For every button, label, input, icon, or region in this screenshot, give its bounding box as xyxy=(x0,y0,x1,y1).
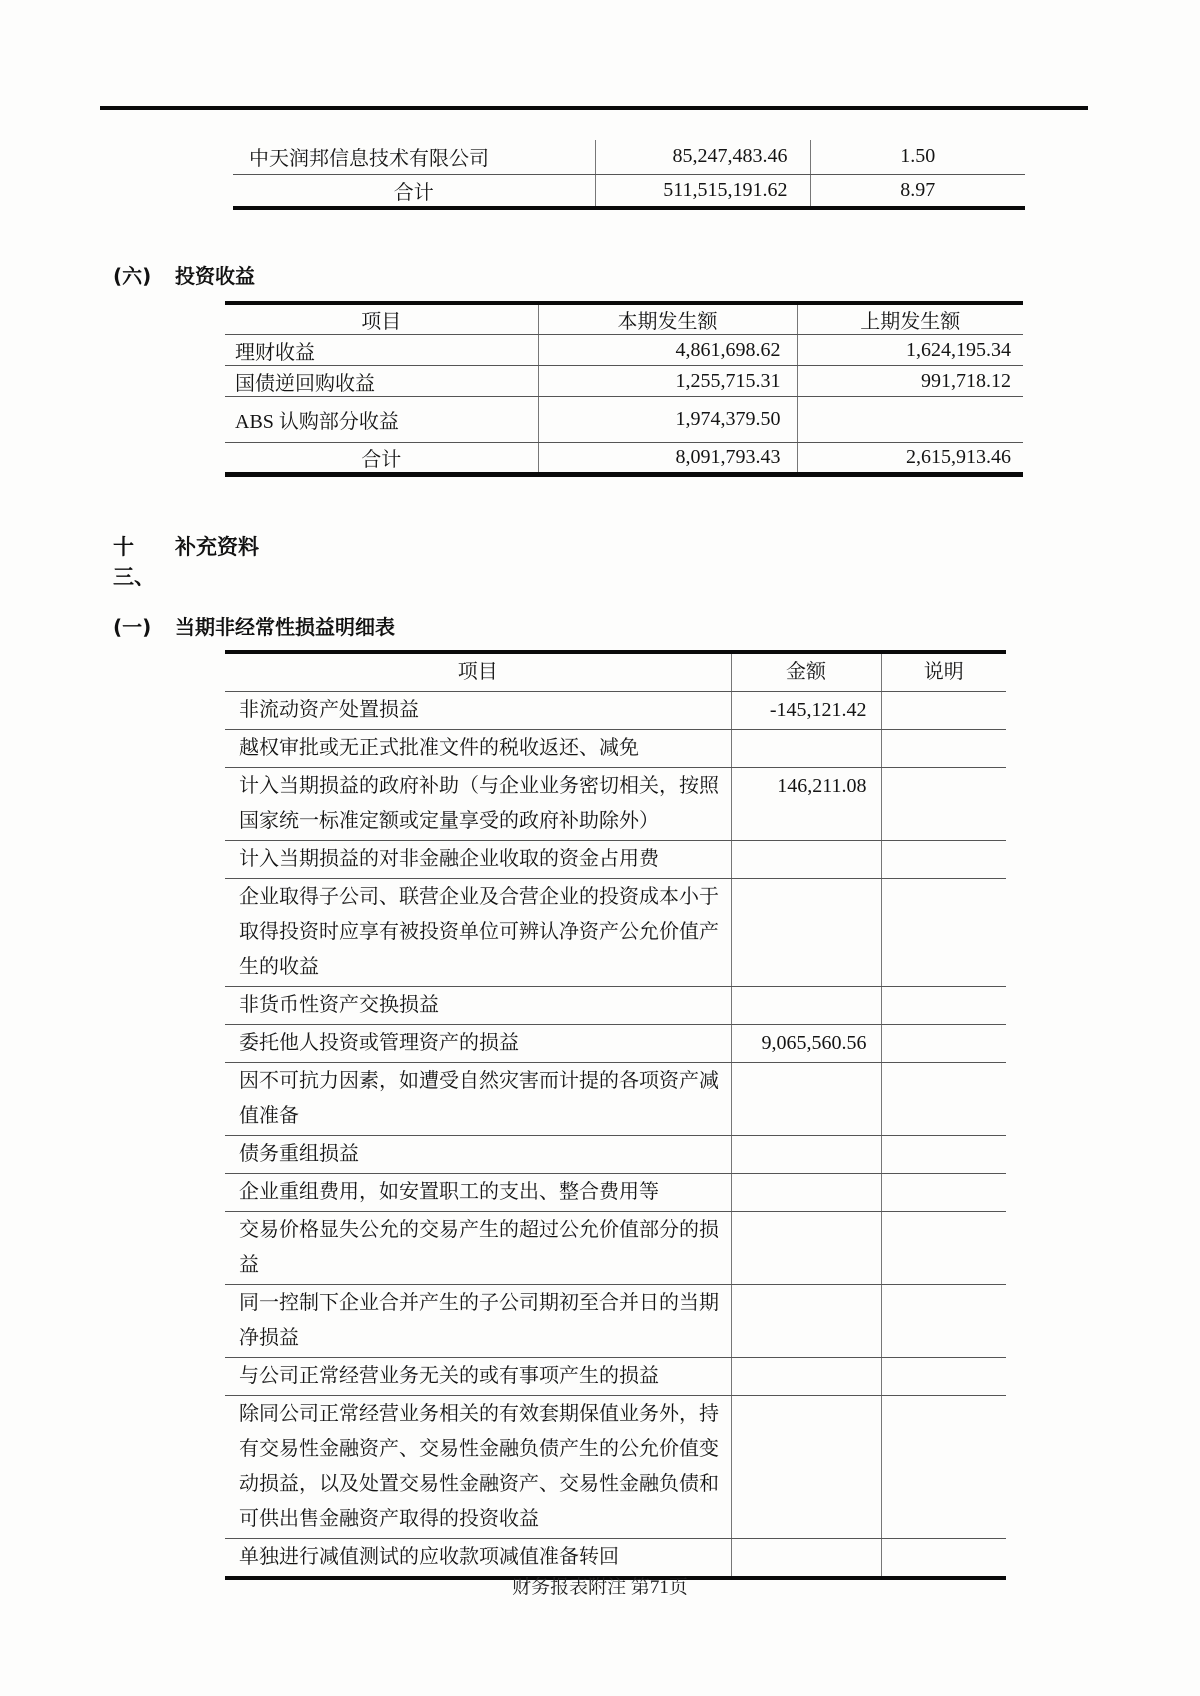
investment-income-table xyxy=(225,301,1023,477)
item-cell: 委托他人投资或管理资产的损益 xyxy=(225,1025,731,1063)
header-current-cell: 本期发生额 xyxy=(538,303,797,335)
item-cell: 计入当期损益的对非金融企业收取的资金占用费 xyxy=(225,841,731,879)
item-cell: 债务重组损益 xyxy=(225,1136,731,1174)
table-row xyxy=(225,1063,1006,1136)
note-cell xyxy=(881,1212,1006,1285)
current-cell: 1,255,715.31 xyxy=(538,366,797,397)
item-cell: 因不可抗力因素，如遭受自然灾害而计提的各项资产减值准备 xyxy=(225,1063,731,1136)
total-label-cell: 合计 xyxy=(393,181,434,204)
amount-cell xyxy=(731,1136,881,1174)
amount-cell xyxy=(731,1212,881,1285)
item-cell: 企业取得子公司、联营企业及合营企业的投资成本小于取得投资时应享有被投资单位可辨认净资产公允价值产生的收益 xyxy=(225,879,731,987)
table-row xyxy=(225,1358,1006,1396)
amount-cell xyxy=(731,879,881,987)
prior-cell xyxy=(797,397,1023,443)
prior-cell: 2,615,913.46 xyxy=(797,443,1023,475)
section-heading-supplementary xyxy=(113,531,1200,591)
table-row xyxy=(225,768,1006,841)
amount-cell: 85,247,483.46 xyxy=(595,140,810,174)
section-number: (六) xyxy=(113,264,152,288)
prior-cell: 991,718.12 xyxy=(797,366,1023,397)
item-cell: 企业重组费用，如安置职工的支出、整合费用等 xyxy=(225,1174,731,1212)
header-prior-cell: 上期发生额 xyxy=(797,303,1023,335)
table-total-row xyxy=(225,443,1023,475)
note-cell xyxy=(881,1136,1006,1174)
table-row xyxy=(225,1285,1006,1358)
table-row xyxy=(225,1396,1006,1539)
item-cell: 越权审批或无正式批准文件的税收返还、减免 xyxy=(225,730,731,768)
note-cell xyxy=(881,692,1006,730)
section-title: 投资收益 xyxy=(175,264,255,288)
amount-cell xyxy=(731,1285,881,1358)
note-cell xyxy=(881,1063,1006,1136)
table-row xyxy=(233,140,1025,174)
shareholding-table xyxy=(233,140,1025,210)
item-cell: 单独进行减值测试的应收款项减值准备转回 xyxy=(239,1546,619,1568)
table-row xyxy=(225,692,1006,730)
note-cell xyxy=(881,1358,1006,1396)
amount-cell xyxy=(731,730,881,768)
item-cell: 同一控制下企业合并产生的子公司期初至合并日的当期净损益 xyxy=(225,1285,731,1358)
amount-cell xyxy=(731,841,881,879)
table-header-row xyxy=(225,303,1023,335)
table-row xyxy=(225,987,1006,1025)
item-cell: 非货币性资产交换损益 xyxy=(225,987,731,1025)
header-note-cell: 说明 xyxy=(881,652,1006,692)
subsection-title: 当期非经常性损益明细表 xyxy=(175,615,395,639)
amount-cell: -145,121.42 xyxy=(731,692,881,730)
amount-cell xyxy=(731,987,881,1025)
note-cell xyxy=(881,1025,1006,1063)
subsection-number: (一) xyxy=(113,615,152,639)
amount-cell xyxy=(731,1063,881,1136)
note-cell xyxy=(881,987,1006,1025)
ratio-cell: 8.97 xyxy=(810,174,1025,208)
note-cell xyxy=(881,768,1006,841)
item-cell: ABS 认购部分收益 xyxy=(225,397,538,443)
table-row xyxy=(225,1136,1006,1174)
table-row xyxy=(225,366,1023,397)
table-row xyxy=(225,1025,1006,1063)
table-row xyxy=(225,397,1023,443)
item-cell: 交易价格显失公允的交易产生的超过公允价值部分的损益 xyxy=(225,1212,731,1285)
note-cell xyxy=(881,1396,1006,1539)
table-row xyxy=(225,841,1006,879)
item-cell: 理财收益 xyxy=(225,335,538,366)
ratio-cell: 1.50 xyxy=(810,140,1025,174)
note-cell xyxy=(881,879,1006,987)
total-label-cell: 合计 xyxy=(361,449,402,471)
table-row xyxy=(225,335,1023,366)
header-item-cell: 项目 xyxy=(225,652,731,692)
item-cell: 与公司正常经营业务无关的或有事项产生的损益 xyxy=(225,1358,731,1396)
amount-cell: 511,515,191.62 xyxy=(595,174,810,208)
current-cell: 1,974,379.50 xyxy=(538,397,797,443)
page-header-rule xyxy=(100,106,1088,110)
amount-cell: 146,211.08 xyxy=(731,768,881,841)
nonrecurring-detail-table xyxy=(225,650,1006,1580)
section-number: 十三、 xyxy=(113,535,155,589)
item-cell: 计入当期损益的政府补助（与企业业务密切相关，按照国家统一标准定额或定量享受的政府补助除外） xyxy=(225,768,731,841)
current-cell: 4,861,698.62 xyxy=(538,335,797,366)
table-row xyxy=(225,1212,1006,1285)
table-total-row xyxy=(233,174,1025,208)
table-row xyxy=(225,1174,1006,1212)
prior-cell: 1,624,195.34 xyxy=(797,335,1023,366)
table-row xyxy=(225,879,1006,987)
amount-cell: 9,065,560.56 xyxy=(731,1025,881,1063)
subsection-heading-nonrecurring-detail xyxy=(113,611,1200,640)
table-row xyxy=(225,730,1006,768)
header-amount-cell: 金额 xyxy=(731,652,881,692)
company-name-cell: 中天润邦信息技术有限公司 xyxy=(233,140,595,174)
amount-cell xyxy=(731,1396,881,1539)
header-item-cell: 项目 xyxy=(225,303,538,335)
note-cell xyxy=(881,841,1006,879)
table-header-row xyxy=(225,652,1006,692)
item-cell: 国债逆回购收益 xyxy=(225,366,538,397)
amount-cell xyxy=(731,1174,881,1212)
current-cell: 8,091,793.43 xyxy=(538,443,797,475)
item-cell: 非流动资产处置损益 xyxy=(225,692,731,730)
note-cell xyxy=(881,730,1006,768)
page-footer: 财务报表附注 第71页 xyxy=(512,1577,688,1598)
section-title: 补充资料 xyxy=(175,535,259,559)
amount-cell xyxy=(731,1358,881,1396)
note-cell xyxy=(881,1285,1006,1358)
note-cell xyxy=(881,1174,1006,1212)
item-cell: 除同公司正常经营业务相关的有效套期保值业务外，持有交易性金融资产、交易性金融负债产生的公允价值变动损益，以及处置交易性金融资产、交易性金融负债和可供出售金融资产取得的投资收益 xyxy=(225,1396,731,1539)
section-heading-investment-income xyxy=(113,260,1200,289)
